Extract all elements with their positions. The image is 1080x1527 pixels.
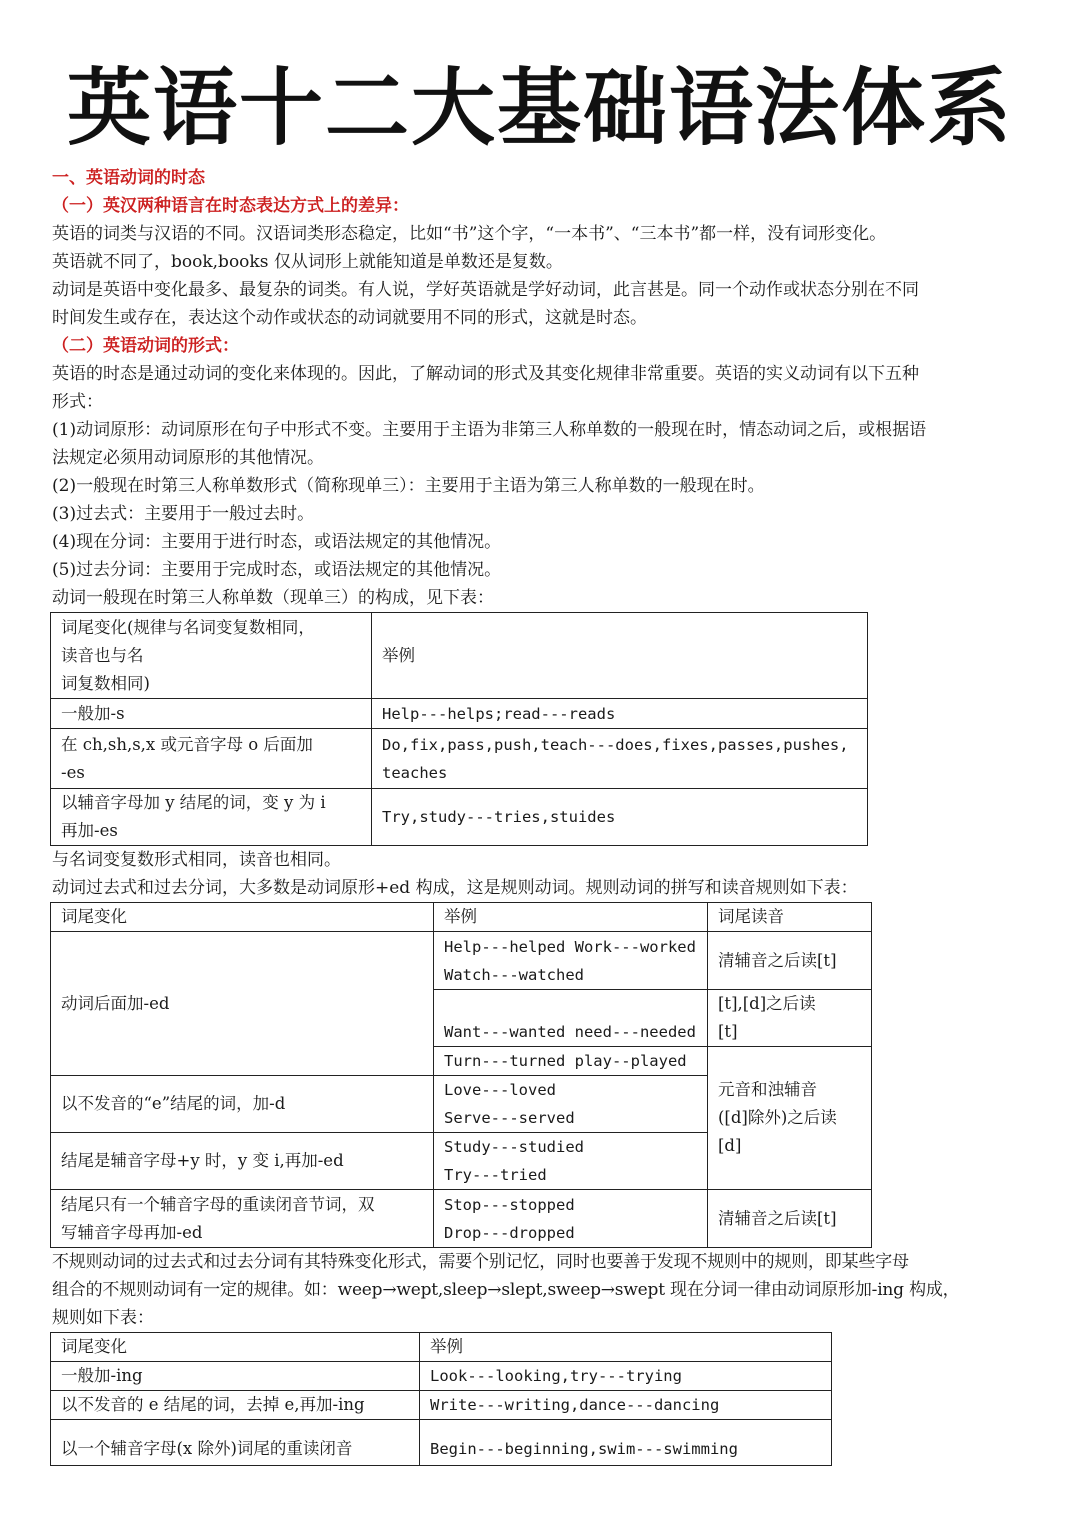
table-header-cell: 词尾变化 (51, 903, 434, 932)
cell-line: Watch---watched (444, 965, 584, 984)
cell-line: Study---studied (444, 1138, 584, 1156)
table-cell (51, 789, 372, 846)
cell-line: -es (61, 762, 85, 782)
paragraph-line: 与名词变复数形式相同，读音也相同。 (52, 850, 341, 870)
cell-line: Love---loved (444, 1081, 556, 1099)
table-row (51, 789, 868, 846)
paragraph-line: 动词一般现在时第三人称单数（现单三）的构成，见下表： (52, 588, 494, 608)
cell-line: teaches (382, 763, 448, 782)
table-cell (434, 932, 708, 990)
table-header-cell: 举例 (434, 903, 708, 932)
cell-line: Do,fix,pass,push,teach---does,fixes,passes,pushes, (382, 735, 849, 754)
table-cell: 动词后面加-ed (51, 932, 434, 1076)
table-cell (51, 729, 372, 789)
header-line: 词复数相同) (61, 673, 150, 693)
table-row (51, 932, 872, 990)
table-cell: 以不发音的 e 结尾的词，去掉 e,再加-ing (51, 1391, 420, 1420)
table-cell: 以一个辅音字母(x 除外)词尾的重读闭音 (51, 1420, 420, 1466)
header-line: 词尾变化(规律与名词变复数相同， (61, 617, 315, 637)
table-header-row (51, 1333, 832, 1362)
paragraph-line: (5)过去分词：主要用于完成时态，或语法规定的其他情况。 (52, 560, 502, 580)
table-cell: 以不发音的“e”结尾的词，加-d (51, 1076, 434, 1133)
paragraph-line: 法规定必须用动词原形的其他情况。 (52, 448, 324, 468)
table-cell: Help---helps;read---reads (372, 699, 868, 729)
subsection-heading: （一）英汉两种语言在时态表达方式上的差异： (52, 196, 409, 216)
table-row (51, 1391, 832, 1420)
header-line: 读音也与名 (61, 645, 144, 665)
cell-line: 结尾只有一个辅音字母的重读闭音节词，双 (61, 1194, 375, 1214)
table-cell: Turn---turned play--played (434, 1047, 708, 1076)
subsection-heading: （二）英语动词的形式： (52, 336, 239, 356)
table-cell (372, 729, 868, 789)
table-row (51, 1190, 872, 1248)
regular-past-tense-table (50, 902, 872, 1248)
table-header-cell: 词尾变化 (51, 1333, 420, 1362)
table-row (51, 1420, 832, 1466)
table-cell: Begin---beginning,swim---swimming (420, 1420, 832, 1466)
table-cell: 清辅音之后读[t] (708, 932, 872, 990)
paragraph-line: 组合的不规则动词有一定的规律。如：weep→wept,sleep→slept,sweep→swept 现在分词一律由动词原形加-ing 构成， (52, 1280, 960, 1300)
cell-line: Help---helped Work---worked (444, 937, 696, 956)
cell-line: [t] (718, 1022, 738, 1041)
table-cell: 清辅音之后读[t] (708, 1190, 872, 1248)
cell-line: 再加-es (61, 821, 118, 840)
paragraph-line: 规则如下表： (52, 1308, 154, 1328)
cell-line: [d] (718, 1136, 742, 1155)
present-participle-table (50, 1332, 832, 1466)
paragraph-line: (2)一般现在时第三人称单数形式（简称现单三）：主要用于主语为第三人称单数的一般现在时。 (52, 476, 765, 496)
table-header-cell: 举例 (372, 613, 868, 699)
table-cell: 一般加-s (51, 699, 372, 729)
table-cell (708, 990, 872, 1047)
paragraph-line: 形式： (52, 392, 103, 412)
table-cell (708, 1047, 872, 1190)
paragraph-line: 动词过去式和过去分词，大多数是动词原形+ed 构成，这是规则动词。规则动词的拼写和读音规则如下表： (52, 878, 858, 898)
table-row (51, 729, 868, 789)
cell-line: Drop---dropped (444, 1223, 575, 1242)
table-cell (434, 1076, 708, 1133)
document-body (52, 164, 1032, 1466)
table-header-row (51, 903, 872, 932)
table-cell: Want---wanted need---needed (434, 990, 708, 1047)
paragraph-line: (4)现在分词：主要用于进行时态，或语法规定的其他情况。 (52, 532, 502, 552)
cell-line: 元音和浊辅音 (718, 1080, 817, 1099)
paragraph-line: 动词是英语中变化最多、最复杂的词类。有人说，学好英语就是学好动词，此言甚是。同一个动作或状态分别在不同 (52, 280, 919, 300)
table-header-cell (51, 613, 372, 699)
table-header-cell: 举例 (420, 1333, 832, 1362)
paragraph-line: 英语就不同了，book,books 仅从词形上就能知道是单数还是复数。 (52, 252, 563, 272)
cell-line: Stop---stopped (444, 1195, 575, 1214)
table-cell: Try,study---tries,stuides (372, 789, 868, 846)
table-cell: Look---looking,try---trying (420, 1362, 832, 1391)
paragraph-line: (3)过去式：主要用于一般过去时。 (52, 504, 315, 524)
cell-line: ([d]除外)之后读 (718, 1108, 837, 1127)
table-cell (434, 1190, 708, 1248)
paragraph-line: (1)动词原形：动词原形在句子中形式不变。主要用于主语为非第三人称单数的一般现在时，情态动词之后，或根据语 (52, 420, 927, 440)
cell-line: 写辅音字母再加-ed (61, 1222, 203, 1242)
table-cell: 一般加-ing (51, 1362, 420, 1391)
cell-line: 在 ch,sh,s,x 或元音字母 o 后面加 (61, 734, 313, 754)
table-header-cell: 词尾读音 (708, 903, 872, 932)
table-cell (434, 1133, 708, 1190)
paragraph-line: 英语的词类与汉语的不同。汉语词类形态稳定，比如“书”这个字，“一本书”、“三本书”都一样，没有词形变化。 (52, 224, 887, 244)
cell-line: Try---tried (444, 1166, 547, 1184)
page-title: 英语十二大基础语法体系 (66, 59, 1013, 157)
table-cell: 结尾是辅音字母+y 时，y 变 i,再加-ed (51, 1133, 434, 1190)
table-cell (51, 1190, 434, 1248)
section-heading: 一、英语动词的时态 (52, 168, 205, 188)
table-cell: Write---writing,dance---dancing (420, 1391, 832, 1420)
paragraph-line: 不规则动词的过去式和过去分词有其特殊变化形式，需要个别记忆，同时也要善于发现不规则中的规则，即某些字母 (52, 1252, 909, 1272)
table-header-row (51, 613, 868, 699)
paragraph-line: 英语的时态是通过动词的变化来体现的。因此，了解动词的形式及其变化规律非常重要。英语的实义动词有以下五种 (52, 364, 919, 384)
cell-line: Serve---served (444, 1109, 575, 1127)
paragraph-line: 时间发生或存在，表达这个动作或状态的动词就要用不同的形式，这就是时态。 (52, 308, 647, 328)
third-person-singular-table (50, 612, 868, 846)
table-row (51, 1362, 832, 1391)
table-row (51, 699, 868, 729)
cell-line: [t],[d]之后读 (718, 994, 816, 1013)
cell-line: 以辅音字母加 y 结尾的词，变 y 为 i (61, 793, 326, 812)
